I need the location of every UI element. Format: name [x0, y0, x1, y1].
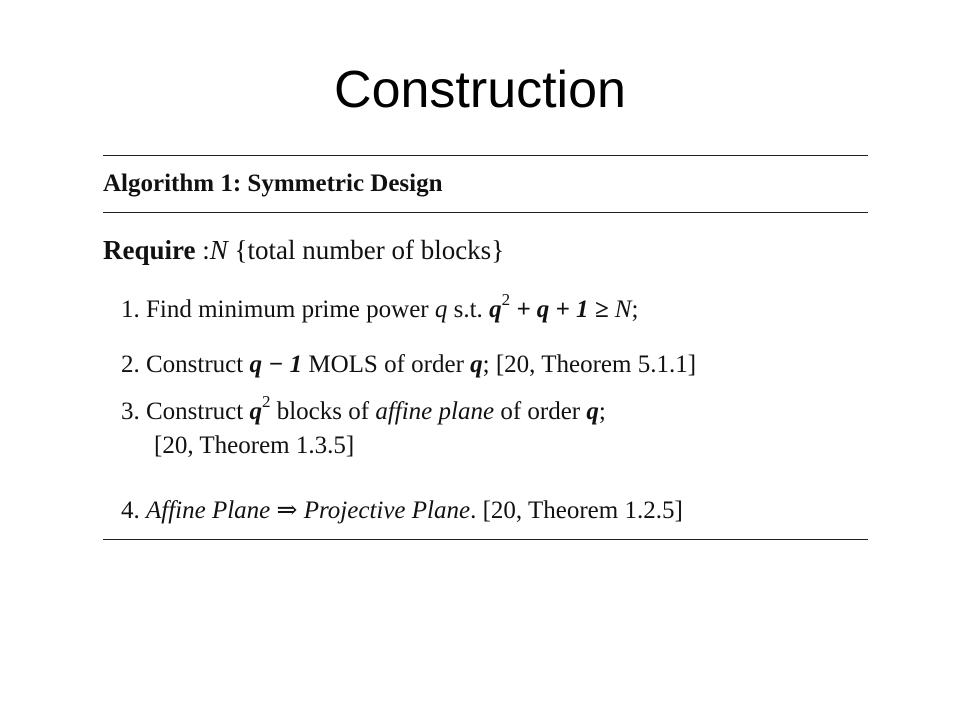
step-text: blocks of [270, 398, 376, 425]
step-text: of order [494, 398, 587, 425]
math-var: q [434, 296, 448, 323]
algorithm-step-1 [103, 281, 868, 339]
math-var: q [489, 296, 502, 323]
step-number: 3. [121, 398, 140, 425]
algorithm-body [103, 219, 868, 539]
algorithm-box [103, 155, 868, 540]
bottom-rule [103, 539, 868, 540]
implies-arrow: ⇒ [270, 497, 304, 524]
require-line [103, 219, 868, 281]
step-number: 4. [121, 497, 140, 524]
step-text: ; [631, 296, 639, 323]
header-rule [103, 212, 868, 213]
require-separator: : [195, 235, 210, 265]
require-variable: N [209, 235, 228, 265]
emphasis-text: Affine Plane [146, 497, 271, 524]
algorithm-header: Algorithm 1: Symmetric Design [103, 170, 443, 197]
math-var: q [586, 398, 599, 425]
step-text: Find minimum prime power [139, 296, 435, 323]
require-keyword: Require [103, 235, 196, 265]
math-exponent: 2 [261, 392, 271, 411]
math-expression: q − 1 [249, 351, 303, 378]
step-text: . [20, Theorem 1.2.5] [470, 497, 683, 524]
step-text: Construct [139, 398, 250, 425]
slide-title: Construction [334, 61, 626, 119]
math-formula: + q + 1 ≥ [510, 296, 615, 323]
math-var: q [470, 351, 483, 378]
step-continuation: [20, Theorem 1.3.5] [154, 432, 355, 459]
step-text: ; [20, Theorem 5.1.1] [482, 351, 697, 378]
step-text: s.t. [447, 296, 490, 323]
step-number: 2. [121, 351, 140, 378]
emphasis-text: affine plane [375, 398, 495, 425]
algorithm-step-2 [103, 339, 868, 391]
math-var: q [249, 398, 262, 425]
step-text: MOLS of order [302, 351, 471, 378]
math-var: N [614, 296, 632, 323]
math-exponent: 2 [501, 290, 511, 309]
algorithm-step-4 [103, 483, 868, 539]
step-text: ; [598, 398, 606, 425]
require-comment: {total number of blocks} [227, 235, 505, 265]
step-number: 1. [121, 296, 140, 323]
algorithm-step-3 [103, 392, 868, 483]
emphasis-text: Projective Plane [303, 497, 471, 524]
step-text: Construct [139, 351, 250, 378]
